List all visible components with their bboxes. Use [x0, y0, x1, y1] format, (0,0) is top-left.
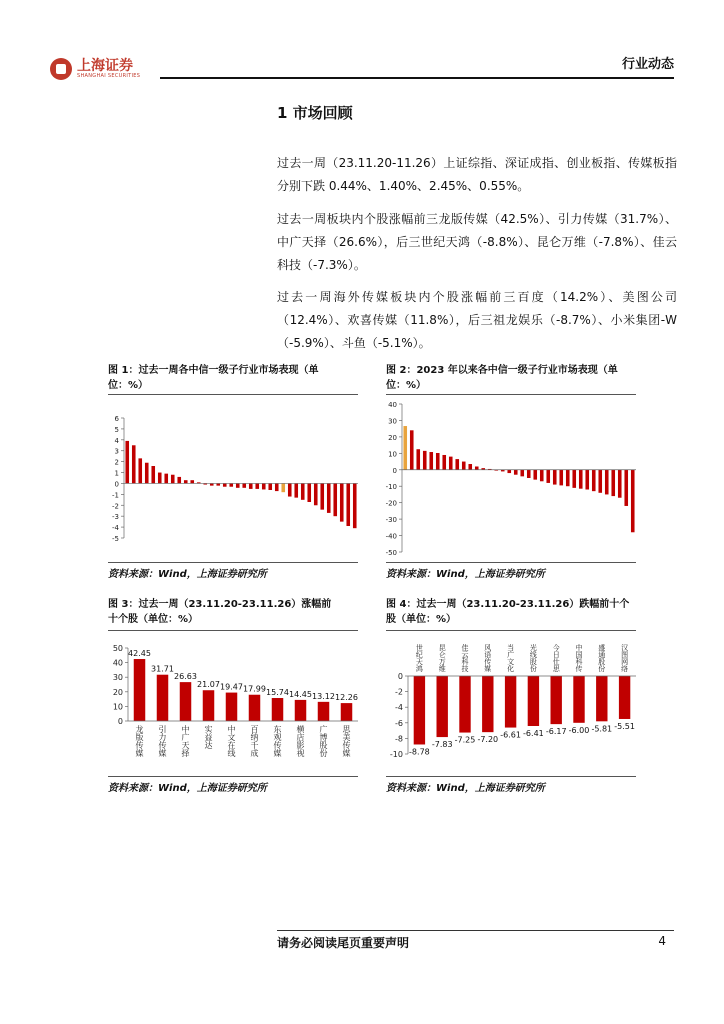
- footer-divider: [277, 930, 674, 931]
- figure-2-source: 资料来源：Wind，上海证券研究所: [386, 569, 545, 580]
- data-label: -6.41: [523, 728, 544, 738]
- bar: [475, 466, 479, 469]
- bar: [353, 483, 357, 528]
- data-label: 17.99: [243, 684, 266, 694]
- bar: [403, 426, 407, 470]
- bar: [249, 483, 253, 488]
- figure-1-title: 图 1：过去一周各中信一级子行业市场表现（单位：%）: [108, 365, 319, 391]
- bar: [138, 458, 142, 483]
- bar: [295, 700, 307, 721]
- bar: [320, 483, 324, 509]
- header-divider: [160, 77, 674, 79]
- data-label: 31.71: [151, 664, 174, 674]
- y-tick-label: 40: [112, 658, 123, 668]
- bar: [301, 483, 305, 499]
- bar: [436, 453, 440, 470]
- figure-4-top-rule: [386, 630, 636, 631]
- data-label: -5.81: [591, 724, 613, 734]
- y-tick-label: -10: [385, 483, 397, 492]
- bar: [268, 483, 272, 490]
- y-tick-label: 50: [112, 644, 123, 653]
- bar: [158, 473, 162, 484]
- data-label: -5.51: [614, 721, 635, 731]
- bar: [619, 676, 630, 719]
- y-tick-label: 5: [114, 425, 119, 434]
- logo-name: 上海证券: [77, 57, 133, 74]
- paragraph-overseas-movers: 过去一周海外传媒板块内个股涨幅前三百度（14.2%）、美图公司（12.4%）、欢喜传媒（11.8%），后三祖龙娱乐（-8.7%）、小米集团-W（-5.9%）、斗鱼（-5.1%）。: [277, 290, 677, 350]
- bar: [631, 470, 635, 532]
- y-tick-label: -4: [112, 524, 119, 533]
- category-label: 中广天择: [181, 725, 190, 757]
- bar: [333, 483, 337, 516]
- bar: [533, 470, 537, 480]
- bar: [184, 480, 188, 483]
- bar: [255, 483, 259, 488]
- y-tick-label: -50: [385, 549, 397, 557]
- y-tick-label: 0: [397, 672, 403, 681]
- logo-name-en: SHANGHAI SECURITIES: [77, 72, 141, 79]
- bar: [455, 459, 459, 470]
- y-tick-label: -8: [395, 734, 403, 744]
- data-label: -7.83: [431, 740, 453, 750]
- paragraph-a-share-movers: 过去一周板块内个股涨幅前三龙版传媒（42.5%）、引力传媒（31.7%）、中广天择（26.6%），后三世纪天鸿（-8.8%）、昆仑万维（-7.8%）、佳云科技（-7.3%）。: [277, 212, 677, 272]
- figure-2-top-rule: [386, 394, 636, 395]
- data-label: -6.17: [545, 727, 567, 737]
- y-tick-label: 4: [114, 436, 119, 445]
- bar: [171, 475, 175, 484]
- bar: [442, 455, 446, 470]
- bar: [145, 463, 149, 484]
- bar: [190, 480, 194, 483]
- y-tick-label: -6: [395, 718, 403, 728]
- bar: [236, 483, 240, 487]
- bar: [281, 483, 285, 492]
- bar: [459, 676, 470, 733]
- bar: [468, 464, 472, 470]
- y-tick-label: -2: [395, 687, 403, 697]
- y-tick-label: -30: [385, 516, 397, 525]
- bar: [596, 676, 607, 721]
- bar: [423, 451, 427, 470]
- bar: [605, 470, 609, 495]
- bar: [346, 483, 350, 526]
- bar: [318, 702, 330, 721]
- bar: [429, 452, 433, 470]
- section-title: 1 市场回顾: [277, 104, 353, 122]
- figure-1-bottom-rule: [108, 562, 358, 563]
- data-label: 19.47: [220, 682, 243, 692]
- figure-1-chart: [108, 398, 358, 558]
- bar: [341, 703, 353, 721]
- figure-4-bottom-rule: [386, 776, 636, 777]
- bar: [223, 483, 227, 486]
- bar: [164, 474, 168, 484]
- bar: [272, 698, 284, 721]
- category-label: 中国科传: [575, 644, 583, 672]
- bar: [416, 449, 420, 470]
- data-label: 15.74: [266, 688, 289, 698]
- y-tick-label: 2: [114, 458, 119, 467]
- bar: [520, 470, 524, 477]
- bar: [618, 470, 622, 498]
- bar: [598, 470, 602, 493]
- bar: [437, 676, 448, 737]
- page-number: 4: [658, 934, 666, 948]
- bar: [410, 430, 414, 469]
- data-label: 12.26: [335, 693, 358, 703]
- category-label: 盛通股份: [597, 644, 606, 672]
- y-tick-label: 3: [114, 447, 119, 456]
- bar: [180, 682, 192, 721]
- bar: [340, 483, 344, 521]
- figure-3-title: 图 3：过去一周（23.11.20-23.11.26）涨幅前十个股（单位：%）: [108, 599, 332, 625]
- y-tick-label: 1: [114, 469, 119, 478]
- bar: [134, 659, 146, 721]
- bar: [482, 676, 493, 732]
- y-tick-label: -2: [112, 502, 119, 511]
- logo-icon: [50, 58, 72, 80]
- y-tick-label: 0: [117, 717, 123, 726]
- bar: [553, 470, 557, 485]
- y-tick-label: 10: [388, 450, 397, 459]
- category-label: 今日仕思: [552, 644, 561, 672]
- category-label: 当广文化: [506, 644, 515, 672]
- bar: [242, 483, 246, 487]
- figure-2-bottom-rule: [386, 562, 636, 563]
- category-label: 东观传媒: [273, 725, 282, 757]
- figure-1-top-rule: [108, 394, 358, 395]
- data-label: 42.45: [128, 649, 151, 659]
- bar: [327, 483, 331, 512]
- y-tick-label: 0: [392, 466, 397, 475]
- y-tick-label: -20: [385, 499, 397, 508]
- bar: [505, 676, 516, 728]
- category-label: 实益达: [204, 725, 213, 749]
- category-label: 龙版传媒: [135, 725, 144, 757]
- figure-3-top-rule: [108, 630, 358, 631]
- y-tick-label: 30: [388, 417, 397, 426]
- bar: [462, 462, 466, 470]
- figure-4-title: 图 4：过去一周（23.11.20-23.11.26）跌幅前十个股（单位：%）: [386, 599, 630, 625]
- figure-3-source: 资料来源：Wind，上海证券研究所: [108, 783, 267, 794]
- figure-4-chart: [386, 634, 636, 772]
- category-label: 横店影视: [296, 725, 305, 757]
- bar: [507, 470, 511, 473]
- data-label: -6.61: [500, 730, 521, 740]
- category-label: 世纪天鸿: [415, 644, 424, 672]
- figure-2-title: 图 2：2023 年以来各中信一级子行业市场表现（单位：%）: [386, 365, 618, 391]
- figure-3-chart: [108, 634, 358, 772]
- bar: [528, 676, 539, 726]
- category-label: 光线股份: [529, 644, 538, 672]
- y-tick-label: -5: [112, 535, 119, 543]
- data-label: 21.07: [197, 680, 220, 690]
- bar: [275, 483, 279, 491]
- category-label: 佳云科技: [461, 644, 469, 672]
- bar: [151, 466, 155, 483]
- y-tick-label: 6: [114, 415, 119, 423]
- data-label: 14.45: [289, 689, 312, 699]
- bar: [177, 477, 181, 484]
- bar: [294, 483, 298, 497]
- y-tick-label: -4: [395, 703, 403, 713]
- footer-disclaimer: 请务必阅读尾页重要声明: [277, 936, 410, 950]
- y-tick-label: 30: [112, 673, 123, 683]
- bar: [514, 470, 518, 475]
- bar: [125, 441, 129, 484]
- category-label: 广博股份: [319, 725, 328, 757]
- y-tick-label: -3: [112, 513, 119, 522]
- figure-4-source: 资料来源：Wind，上海证券研究所: [386, 783, 545, 794]
- category-label: 汉图网络: [620, 644, 629, 672]
- data-label: -6.00: [568, 725, 590, 735]
- y-tick-label: -10: [389, 750, 403, 759]
- bar: [540, 470, 544, 482]
- bar: [288, 483, 292, 496]
- y-tick-label: 40: [388, 401, 397, 409]
- bar: [573, 676, 584, 723]
- bar: [527, 470, 531, 478]
- y-tick-label: 10: [112, 702, 123, 712]
- bar: [449, 457, 453, 470]
- figure-1-source: 资料来源：Wind，上海证券研究所: [108, 569, 267, 580]
- bar: [226, 693, 238, 721]
- bar: [546, 470, 550, 483]
- data-label: 26.63: [174, 672, 197, 682]
- data-label: 13.12: [312, 691, 335, 701]
- category-label: 中文在线: [227, 725, 236, 757]
- data-label: -7.20: [477, 735, 499, 745]
- category-label: 昆仑万维: [438, 644, 447, 672]
- data-label: -7.25: [454, 735, 476, 745]
- bar: [579, 470, 583, 489]
- y-tick-label: -1: [112, 491, 119, 500]
- bar: [566, 470, 570, 486]
- bar: [611, 470, 615, 496]
- bar: [249, 695, 261, 721]
- bar: [203, 690, 215, 721]
- bar: [262, 483, 266, 489]
- bar: [572, 470, 576, 488]
- data-label: -8.78: [409, 747, 430, 757]
- bar: [585, 470, 589, 490]
- category-label: 引力传媒: [158, 725, 167, 757]
- bar: [229, 483, 233, 486]
- bar: [314, 483, 318, 505]
- bar: [592, 470, 596, 491]
- bar: [551, 676, 562, 724]
- y-tick-label: -40: [385, 532, 397, 541]
- y-tick-label: 20: [388, 433, 397, 442]
- y-tick-label: 0: [114, 480, 119, 489]
- paragraph-index-review: 过去一周（23.11.20-11.26）上证综指、深证成指、创业板指、传媒板指分别下跌 0.44%、1.40%、2.45%、0.55%。: [277, 156, 677, 193]
- bar: [414, 676, 425, 744]
- bar: [157, 675, 169, 721]
- category-label: 风语传媒: [483, 644, 492, 672]
- y-tick-label: 20: [112, 687, 123, 697]
- bar: [624, 470, 628, 506]
- bar: [132, 445, 136, 483]
- category-label: 思美传媒: [342, 725, 351, 757]
- bar: [307, 483, 311, 502]
- figure-3-bottom-rule: [108, 776, 358, 777]
- report-type: 行业动态: [621, 57, 674, 72]
- company-logo: [50, 58, 140, 80]
- category-label: 百纳千成: [250, 725, 259, 757]
- figure-2-chart: [386, 398, 636, 558]
- bar: [559, 470, 563, 486]
